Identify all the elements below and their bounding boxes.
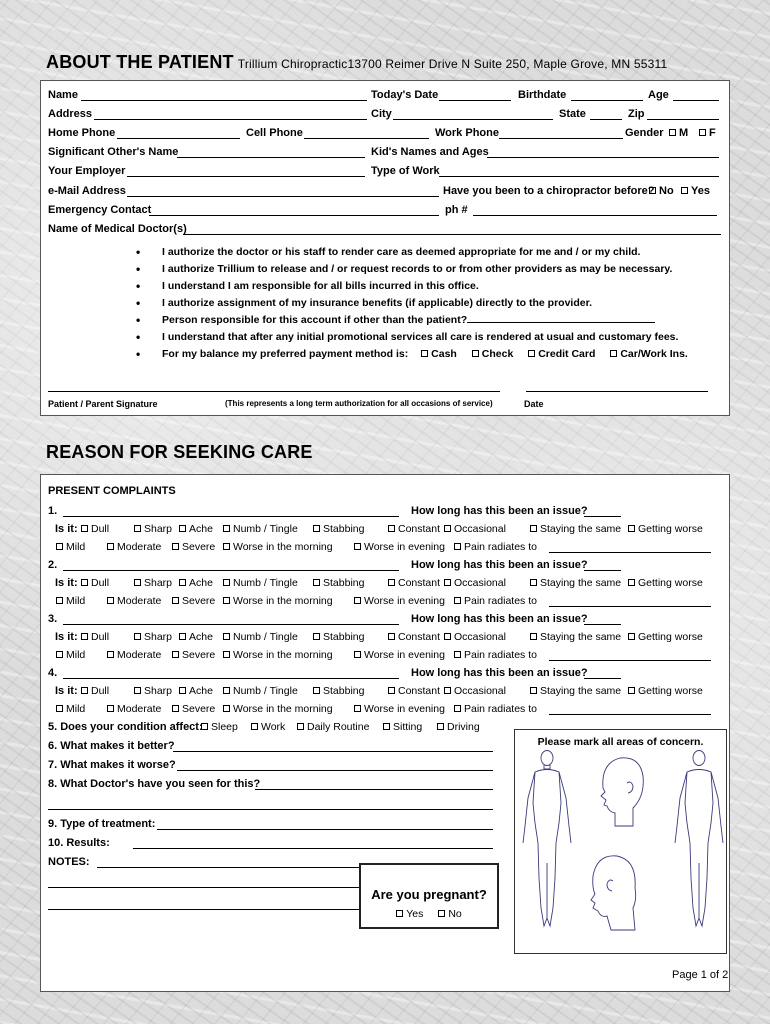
gender-m-option[interactable]: M bbox=[669, 126, 688, 141]
q5-sleep-checkbox[interactable] bbox=[201, 723, 208, 730]
severity-checkbox[interactable] bbox=[107, 651, 114, 658]
quality-option[interactable]: Occasional bbox=[444, 522, 454, 537]
city-label: City bbox=[371, 108, 392, 120]
quality-checkbox[interactable] bbox=[388, 687, 395, 694]
pregnant-yes-option[interactable]: Yes bbox=[396, 908, 423, 920]
severity-checkbox[interactable] bbox=[107, 543, 114, 550]
quality-checkbox[interactable] bbox=[134, 687, 141, 694]
complaint-number: 3. bbox=[48, 613, 58, 625]
q5-work-checkbox[interactable] bbox=[251, 723, 258, 730]
severity-option[interactable]: Worse in the morning bbox=[223, 648, 233, 663]
q9-field[interactable] bbox=[157, 829, 493, 830]
how-long-field[interactable] bbox=[584, 624, 621, 625]
notes-line[interactable] bbox=[48, 887, 359, 888]
kids-label: Kid's Names and Ages bbox=[371, 146, 489, 158]
quality-checkbox[interactable] bbox=[179, 633, 186, 640]
side-head-left-figure bbox=[591, 856, 636, 930]
severity-checkbox[interactable] bbox=[223, 705, 230, 712]
severity-option[interactable]: Severe bbox=[172, 702, 182, 717]
quality-checkbox[interactable] bbox=[388, 633, 395, 640]
quality-checkbox[interactable] bbox=[444, 687, 451, 694]
q7-field[interactable] bbox=[177, 770, 493, 771]
severity-option[interactable]: Moderate bbox=[107, 594, 117, 609]
quality-checkbox[interactable] bbox=[444, 579, 451, 586]
about-box bbox=[40, 80, 730, 416]
q5-work-option[interactable]: Work bbox=[251, 720, 261, 735]
authorization-item: • I authorize Trillium to release and / or request records to or from other providers as may be necessary. bbox=[136, 261, 688, 278]
pregnant-yes-checkbox[interactable] bbox=[396, 910, 403, 917]
q8-extra-line[interactable] bbox=[48, 809, 493, 810]
severity-option[interactable]: Worse in evening bbox=[354, 594, 364, 609]
age-label: Age bbox=[648, 89, 669, 101]
how-long-label: How long has this been an issue? bbox=[411, 613, 588, 625]
quality-checkbox[interactable] bbox=[223, 579, 230, 586]
reason-title: REASON FOR SEEKING CARE bbox=[46, 442, 313, 462]
severity-checkbox[interactable] bbox=[172, 651, 179, 658]
quality-checkbox[interactable] bbox=[134, 525, 141, 532]
quality-option[interactable]: Ache bbox=[179, 576, 189, 591]
date-line[interactable] bbox=[526, 391, 708, 392]
complaint-quality-row bbox=[41, 630, 729, 645]
quality-checkbox[interactable] bbox=[81, 633, 88, 640]
severity-checkbox[interactable] bbox=[107, 597, 114, 604]
medical-doctor-field[interactable] bbox=[183, 234, 721, 235]
date-label: Date bbox=[524, 399, 544, 409]
pregnant-no-checkbox[interactable] bbox=[438, 910, 445, 917]
quality-option[interactable]: Numb / Tingle bbox=[223, 522, 233, 537]
complaint-row bbox=[41, 612, 729, 627]
complaint-severity-row bbox=[41, 648, 729, 663]
quality-checkbox[interactable] bbox=[313, 687, 320, 694]
severity-option[interactable]: Pain radiates to bbox=[454, 540, 464, 555]
complaint-field[interactable] bbox=[63, 570, 399, 571]
ph-label: ph # bbox=[445, 204, 468, 216]
severity-checkbox[interactable] bbox=[454, 651, 461, 658]
complaint-number: 2. bbox=[48, 559, 58, 571]
quality-checkbox[interactable] bbox=[179, 579, 186, 586]
severity-option[interactable]: Worse in the morning bbox=[223, 540, 233, 555]
quality-option[interactable]: Dull bbox=[81, 576, 91, 591]
notes-field[interactable] bbox=[97, 867, 359, 868]
is-it-label: Is it: bbox=[55, 523, 78, 535]
authorization-item: • I authorize assignment of my insurance benefits (if applicable) directly to the provider. bbox=[136, 295, 688, 312]
q5-driving-option[interactable]: Driving bbox=[437, 720, 447, 735]
complaint-severity-row bbox=[41, 702, 729, 717]
quality-option[interactable]: Numb / Tingle bbox=[223, 684, 233, 699]
quality-option[interactable]: Getting worse bbox=[628, 630, 638, 645]
complaint-number: 4. bbox=[48, 667, 58, 679]
pregnant-no-option[interactable]: No bbox=[438, 908, 461, 920]
is-it-label: Is it: bbox=[55, 685, 78, 697]
about-section-header bbox=[46, 52, 667, 73]
quality-option[interactable]: Staying the same bbox=[530, 684, 540, 699]
complaint-severity-row bbox=[41, 594, 729, 609]
quality-checkbox[interactable] bbox=[388, 579, 395, 586]
severity-option[interactable]: Mild bbox=[56, 540, 66, 555]
mark-areas-label: Please mark all areas of concern. bbox=[537, 736, 704, 748]
severity-option[interactable]: Severe bbox=[172, 540, 182, 555]
severity-checkbox[interactable] bbox=[223, 651, 230, 658]
severity-option[interactable]: Pain radiates to bbox=[454, 702, 464, 717]
payment-carwork-checkbox[interactable] bbox=[610, 350, 617, 357]
q10-label: 10. Results: bbox=[48, 837, 110, 849]
payment-credit-checkbox[interactable] bbox=[528, 350, 535, 357]
q10-field[interactable] bbox=[133, 848, 493, 849]
significant-other-field[interactable] bbox=[177, 157, 365, 158]
severity-checkbox[interactable] bbox=[56, 597, 63, 604]
q5-daily-routine-option[interactable]: Daily Routine bbox=[297, 720, 307, 735]
responsible-person-field[interactable] bbox=[467, 322, 655, 323]
page-number: Page 1 of 2 bbox=[672, 969, 729, 981]
chiro-yes-checkbox[interactable] bbox=[681, 187, 688, 194]
payment-check-checkbox[interactable] bbox=[472, 350, 479, 357]
quality-option[interactable]: Occasional bbox=[444, 576, 454, 591]
quality-option[interactable]: Stabbing bbox=[313, 684, 323, 699]
home-phone-label: Home Phone bbox=[48, 127, 116, 139]
severity-option[interactable]: Severe bbox=[172, 594, 182, 609]
signature-line[interactable] bbox=[48, 391, 500, 392]
radiates-to-field[interactable] bbox=[549, 660, 711, 661]
employer-label: Your Employer bbox=[48, 165, 126, 177]
severity-checkbox[interactable] bbox=[454, 543, 461, 550]
authorization-item: • I understand that after any initial promotional services all care is rendered at usual and customary fees. bbox=[136, 329, 688, 346]
quality-option[interactable]: Staying the same bbox=[530, 630, 540, 645]
zip-field[interactable] bbox=[647, 119, 719, 120]
home-phone-field[interactable] bbox=[117, 138, 240, 139]
how-long-label: How long has this been an issue? bbox=[411, 559, 588, 571]
emergency-contact-label: Emergency Contact bbox=[48, 204, 152, 216]
severity-checkbox[interactable] bbox=[354, 597, 361, 604]
signature-note: (This represents a long term authorization for all occasions of service) bbox=[225, 399, 493, 408]
complaint-field[interactable] bbox=[63, 678, 399, 679]
severity-option[interactable]: Worse in evening bbox=[354, 648, 364, 663]
email-label: e-Mail Address bbox=[48, 185, 126, 197]
severity-checkbox[interactable] bbox=[56, 651, 63, 658]
q9-label: 9. Type of treatment: bbox=[48, 818, 156, 830]
type-of-work-label: Type of Work bbox=[371, 165, 440, 177]
quality-option[interactable]: Dull bbox=[81, 630, 91, 645]
payment-method-label: For my balance my preferred payment method is: bbox=[162, 348, 409, 360]
authorization-item: • I understand I am responsible for all bills incurred in this office. bbox=[136, 278, 688, 295]
body-diagram-box[interactable] bbox=[514, 729, 727, 954]
q6-label: 6. What makes it better? bbox=[48, 740, 175, 752]
severity-checkbox[interactable] bbox=[223, 543, 230, 550]
gender-f-checkbox[interactable] bbox=[699, 129, 706, 136]
age-field[interactable] bbox=[673, 100, 719, 101]
severity-checkbox[interactable] bbox=[454, 597, 461, 604]
name-label: Name bbox=[48, 89, 78, 101]
quality-checkbox[interactable] bbox=[223, 525, 230, 532]
quality-option[interactable]: Staying the same bbox=[530, 576, 540, 591]
quality-checkbox[interactable] bbox=[628, 633, 635, 640]
quality-option[interactable]: Getting worse bbox=[628, 684, 638, 699]
is-it-label: Is it: bbox=[55, 631, 78, 643]
quality-checkbox[interactable] bbox=[628, 579, 635, 586]
payment-check-option[interactable]: Check bbox=[472, 348, 514, 360]
quality-checkbox[interactable] bbox=[313, 579, 320, 586]
severity-option[interactable]: Moderate bbox=[107, 702, 117, 717]
quality-checkbox[interactable] bbox=[81, 525, 88, 532]
payment-carwork-option[interactable]: Car/Work Ins. bbox=[610, 348, 688, 360]
q6-field[interactable] bbox=[173, 751, 493, 752]
pregnancy-question: Are you pregnant? bbox=[371, 887, 487, 902]
quality-checkbox[interactable] bbox=[444, 525, 451, 532]
complaint-row bbox=[41, 558, 729, 573]
gender-label: Gender bbox=[625, 127, 664, 139]
severity-checkbox[interactable] bbox=[354, 651, 361, 658]
quality-checkbox[interactable] bbox=[444, 633, 451, 640]
severity-option[interactable]: Mild bbox=[56, 594, 66, 609]
severity-option[interactable]: Worse in evening bbox=[354, 540, 364, 555]
work-phone-field[interactable] bbox=[499, 138, 623, 139]
quality-option[interactable]: Ache bbox=[179, 684, 189, 699]
type-of-work-field[interactable] bbox=[439, 176, 719, 177]
address-field[interactable] bbox=[94, 119, 367, 120]
address-label: Address bbox=[48, 108, 93, 120]
severity-checkbox[interactable] bbox=[56, 705, 63, 712]
severity-checkbox[interactable] bbox=[454, 705, 461, 712]
email-field[interactable] bbox=[127, 196, 439, 197]
radiates-to-field[interactable] bbox=[549, 552, 711, 553]
q5-sitting-option[interactable]: Sitting bbox=[383, 720, 393, 735]
quality-checkbox[interactable] bbox=[223, 687, 230, 694]
payment-cash-checkbox[interactable] bbox=[421, 350, 428, 357]
severity-option[interactable]: Pain radiates to bbox=[454, 648, 464, 663]
complaint-severity-row bbox=[41, 540, 729, 555]
significant-other-label: Significant Other's Name bbox=[48, 146, 179, 158]
quality-option[interactable]: Constant bbox=[388, 684, 398, 699]
payment-credit-option[interactable]: Credit Card bbox=[528, 348, 595, 360]
quality-checkbox[interactable] bbox=[313, 525, 320, 532]
severity-option[interactable]: Moderate bbox=[107, 540, 117, 555]
quality-checkbox[interactable] bbox=[179, 687, 186, 694]
authorization-item: • Person responsible for this account if other than the patient? bbox=[136, 312, 688, 329]
complaint-row bbox=[41, 666, 729, 681]
q5-label: 5. Does your condition affect: bbox=[48, 721, 203, 733]
quality-option[interactable]: Stabbing bbox=[313, 576, 323, 591]
q7-label: 7. What makes it worse? bbox=[48, 759, 176, 771]
chiro-no-checkbox[interactable] bbox=[649, 187, 656, 194]
quality-checkbox[interactable] bbox=[179, 525, 186, 532]
severity-checkbox[interactable] bbox=[354, 543, 361, 550]
quality-checkbox[interactable] bbox=[223, 633, 230, 640]
severity-checkbox[interactable] bbox=[172, 597, 179, 604]
kids-field[interactable] bbox=[487, 157, 719, 158]
q5-sitting-checkbox[interactable] bbox=[383, 723, 390, 730]
todays-date-field[interactable] bbox=[439, 100, 511, 101]
quality-option[interactable]: Occasional bbox=[444, 630, 454, 645]
quality-option[interactable]: Getting worse bbox=[628, 522, 638, 537]
how-long-label: How long has this been an issue? bbox=[411, 505, 588, 517]
ph-field[interactable] bbox=[473, 215, 717, 216]
quality-checkbox[interactable] bbox=[134, 579, 141, 586]
authorization-list bbox=[136, 244, 688, 363]
quality-checkbox[interactable] bbox=[530, 687, 537, 694]
radiates-to-field[interactable] bbox=[549, 714, 711, 715]
side-head-figure bbox=[601, 758, 643, 826]
q8-label: 8. What Doctor's have you seen for this? bbox=[48, 778, 261, 790]
q5-daily-routine-checkbox[interactable] bbox=[297, 723, 304, 730]
chiro-yes-option[interactable]: Yes bbox=[681, 184, 710, 199]
complaint-quality-row bbox=[41, 522, 729, 537]
severity-option[interactable]: Worse in the morning bbox=[223, 702, 233, 717]
radiates-to-field[interactable] bbox=[549, 606, 711, 607]
front-body-figure bbox=[523, 751, 571, 927]
quality-checkbox[interactable] bbox=[530, 525, 537, 532]
how-long-field[interactable] bbox=[584, 570, 621, 571]
severity-option[interactable]: Worse in the morning bbox=[223, 594, 233, 609]
how-long-field[interactable] bbox=[584, 678, 621, 679]
quality-option[interactable]: Ache bbox=[179, 630, 189, 645]
clinic-address: Trillium Chiropractic13700 Reimer Drive N Suite 250, Maple Grove, MN 55311 bbox=[237, 57, 668, 71]
payment-method-item bbox=[136, 346, 688, 363]
work-phone-label: Work Phone bbox=[435, 127, 499, 139]
quality-option[interactable]: Sharp bbox=[134, 576, 144, 591]
medical-doctor-label: Name of Medical Doctor(s) bbox=[48, 223, 187, 235]
chiro-before-label: Have you been to a chiropractor before? bbox=[443, 185, 655, 197]
q5-driving-checkbox[interactable] bbox=[437, 723, 444, 730]
quality-checkbox[interactable] bbox=[530, 633, 537, 640]
quality-option[interactable]: Numb / Tingle bbox=[223, 630, 233, 645]
quality-option[interactable]: Getting worse bbox=[628, 576, 638, 591]
quality-option[interactable]: Sharp bbox=[134, 684, 144, 699]
severity-checkbox[interactable] bbox=[354, 705, 361, 712]
birthdate-field[interactable] bbox=[571, 100, 643, 101]
severity-option[interactable]: Severe bbox=[172, 648, 182, 663]
quality-checkbox[interactable] bbox=[134, 633, 141, 640]
quality-option[interactable]: Ache bbox=[179, 522, 189, 537]
name-field[interactable] bbox=[81, 100, 367, 101]
cell-phone-field[interactable] bbox=[304, 138, 429, 139]
q8-field[interactable] bbox=[255, 789, 493, 790]
quality-option[interactable]: Sharp bbox=[134, 630, 144, 645]
pregnancy-box bbox=[359, 863, 499, 929]
state-label: State bbox=[559, 108, 586, 120]
notes-label: NOTES: bbox=[48, 856, 90, 868]
employer-field[interactable] bbox=[127, 176, 365, 177]
notes-line[interactable] bbox=[48, 909, 359, 910]
back-body-figure bbox=[675, 751, 723, 927]
reason-box bbox=[40, 474, 730, 992]
quality-option[interactable]: Occasional bbox=[444, 684, 454, 699]
q5-sleep-option[interactable]: Sleep bbox=[201, 720, 211, 735]
severity-option[interactable]: Mild bbox=[56, 648, 66, 663]
state-field[interactable] bbox=[590, 119, 622, 120]
authorization-item: • I authorize the doctor or his staff to render care as deemed appropriate for me and / or my child. bbox=[136, 244, 688, 261]
signature-label: Patient / Parent Signature bbox=[48, 399, 158, 409]
severity-option[interactable]: Worse in evening bbox=[354, 702, 364, 717]
quality-option[interactable]: Numb / Tingle bbox=[223, 576, 233, 591]
severity-checkbox[interactable] bbox=[107, 705, 114, 712]
gender-f-option[interactable]: F bbox=[699, 126, 716, 141]
birthdate-label: Birthdate bbox=[518, 89, 567, 101]
emergency-contact-field[interactable] bbox=[149, 215, 439, 216]
quality-checkbox[interactable] bbox=[388, 525, 395, 532]
is-it-label: Is it: bbox=[55, 577, 78, 589]
quality-option[interactable]: Dull bbox=[81, 522, 91, 537]
how-long-field[interactable] bbox=[584, 516, 621, 517]
todays-date-label: Today's Date bbox=[371, 89, 439, 101]
city-field[interactable] bbox=[393, 119, 553, 120]
zip-label: Zip bbox=[628, 108, 645, 120]
severity-option[interactable]: Pain radiates to bbox=[454, 594, 464, 609]
quality-option[interactable]: Constant bbox=[388, 522, 398, 537]
complaint-row bbox=[41, 504, 729, 519]
quality-option[interactable]: Stabbing bbox=[313, 630, 323, 645]
chiro-no-option[interactable]: No bbox=[649, 184, 674, 199]
quality-checkbox[interactable] bbox=[628, 525, 635, 532]
quality-checkbox[interactable] bbox=[81, 687, 88, 694]
quality-option[interactable]: Sharp bbox=[134, 522, 144, 537]
severity-option[interactable]: Moderate bbox=[107, 648, 117, 663]
about-title: ABOUT THE PATIENT bbox=[46, 52, 234, 72]
quality-checkbox[interactable] bbox=[81, 579, 88, 586]
severity-checkbox[interactable] bbox=[56, 543, 63, 550]
complaint-number: 1. bbox=[48, 505, 58, 517]
present-complaints-heading: PRESENT COMPLAINTS bbox=[48, 485, 176, 497]
quality-checkbox[interactable] bbox=[530, 579, 537, 586]
severity-checkbox[interactable] bbox=[223, 597, 230, 604]
complaint-field[interactable] bbox=[63, 516, 399, 517]
quality-option[interactable]: Stabbing bbox=[313, 522, 323, 537]
quality-option[interactable]: Dull bbox=[81, 684, 91, 699]
payment-cash-option[interactable]: Cash bbox=[421, 348, 457, 360]
complaint-field[interactable] bbox=[63, 624, 399, 625]
body-figures-illustration bbox=[515, 748, 726, 948]
quality-option[interactable]: Constant bbox=[388, 630, 398, 645]
severity-checkbox[interactable] bbox=[172, 543, 179, 550]
how-long-label: How long has this been an issue? bbox=[411, 667, 588, 679]
severity-checkbox[interactable] bbox=[172, 705, 179, 712]
quality-checkbox[interactable] bbox=[313, 633, 320, 640]
severity-option[interactable]: Mild bbox=[56, 702, 66, 717]
quality-checkbox[interactable] bbox=[628, 687, 635, 694]
cell-phone-label: Cell Phone bbox=[246, 127, 303, 139]
gender-m-checkbox[interactable] bbox=[669, 129, 676, 136]
quality-option[interactable]: Constant bbox=[388, 576, 398, 591]
complaint-quality-row bbox=[41, 684, 729, 699]
complaint-quality-row bbox=[41, 576, 729, 591]
quality-option[interactable]: Staying the same bbox=[530, 522, 540, 537]
